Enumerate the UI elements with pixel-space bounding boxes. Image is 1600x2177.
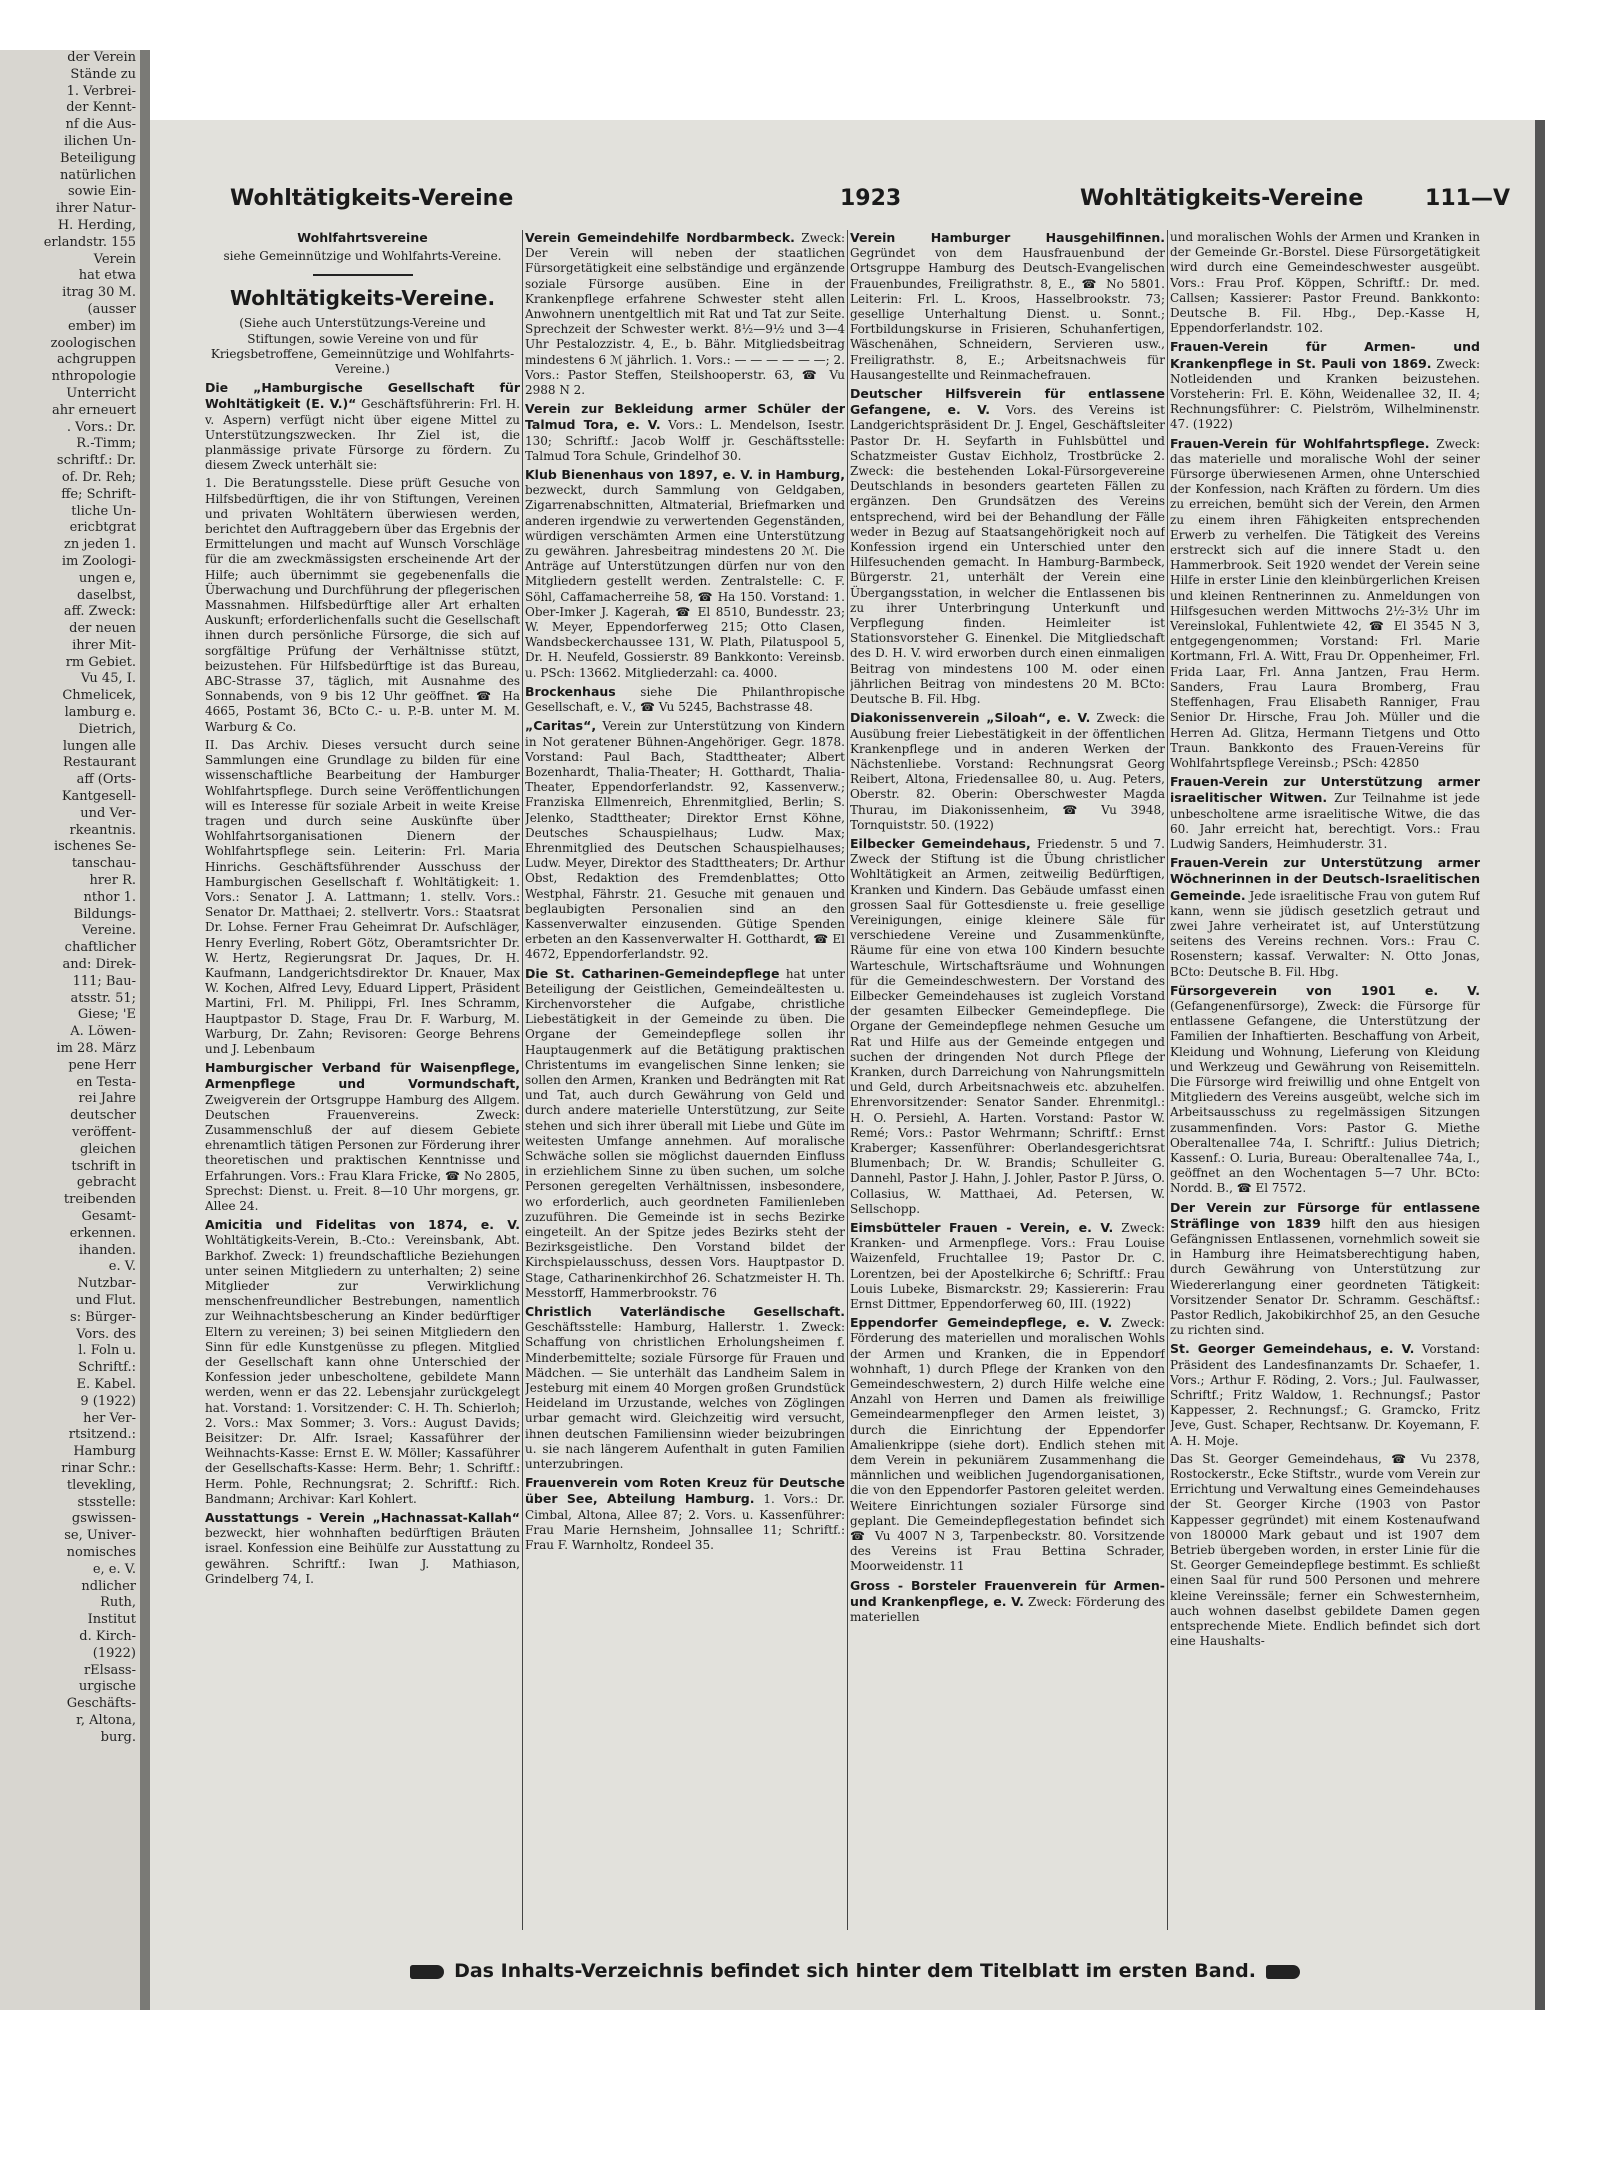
entry-heading: Gross - Borsteler Frauenverein für Armen- und Krankenpflege, e. V. [850,1577,1165,1609]
strip-line: nomisches [66,1544,136,1560]
strip-line: aff. Zweck: [63,604,136,620]
entry [850,710,1165,833]
entry [850,836,1165,1217]
entry-text: Vors.: L. Mendelson, Isestr. 130; Schriftf.: Jacob Wolff jr. Geschäftsstelle: Talmud Tora Schule, Grindelhof 30. [525,418,845,463]
strip-line: ndlicher [81,1578,136,1594]
entry [525,401,845,464]
strip-line: im 28. März [56,1041,136,1057]
strip-line: erkennen. [69,1225,136,1241]
page-number: 111—V [1425,186,1510,211]
entry-text: bezweckt, durch Sammlung von Geldgaben, Zigarrenabschnitten, Altmaterial, Briefmarken und anderen irgendwie zu verwertenden Gegenständen, würdigen verschämten Armen eine Unterstützung zu gewähren. Jahresbeitrag mindestens 20 ℳ. Die Anträge auf Unterstützungen dürfen nur von den Mitgliedern gestellt werden. Zentralstelle: C. F. Söhl, Caffamacherreihe 58, ☎ Ha 150. Vorstand: 1. Ober-Imker J. Kagerah, ☎ El 8510, Bundesstr. 23; W. Meyer, Eppendorferweg 215; Otto Clasen, Wandsbeckerchaussee 131, W. Plath, Pilatuspool 5, Dr. H. Neufeld, Gossierstr. 89 Bankkonto: Vereinsb. u. PSch: 13662. Mitgliederzahl: ca. 4000. [525,483,845,680]
entry-heading: Deutscher Hilfsverein für entlassene Gefangene, e. V. [850,386,1165,418]
entry [850,1578,1165,1626]
entry-text: Zweck: das materielle und moralische Wohl der seiner Fürsorge überwiesenen Armen, ohne Unterschied der Konfession, nach Kräften zu fördern. Um dies zu erreichen, bemüht sich der Verein, den Armen zu einem ihren Fähigkeiten entsprechenden Erwerb zu verhelfen. Die Tätigkeit des Vereins erstreckt sich auf die innere Stadt u. den Hammerbrook. Seit 1920 wendet der Verein seine Hilfe in erster Linie den kleinbürgerlichen Kreisen und kleinen Rentnerinnen zu. Anmeldungen von Hilfsgesuchen werden Mittwochs 2½-3½ Uhr im Vereinslokal, Fuhlentwiete 42, ☎ El 3545 N 3, entgegengenommen; Vorstand: Frl. Marie Kortmann, Frl. A. Witt, Frau Dr. Oppenheimer, Frl. Frida Laar, Frl. Anna Jantzen, Frau Herm. Sanders, Frau Laura Bromberg, Frau Steffenhagen, Frau Elisabeth Ranniger, Frau Senior Dr. Hirsche, Frau Joh. Müller und die Herren Ad. Glitza, Hermann Tietgens und Otto Traun. Bankkonto des Frauen-Vereins für Wohlfahrtspflege Vereinsb.; PSch: 42850 [1170,436,1480,770]
entry-heading: Frauen-Verein für Wohlfahrtspflege. [1170,435,1430,451]
strip-line: tlevekling, [66,1477,136,1493]
entry-heading: Verein Gemeindehilfe Nordbarmbeck. [525,230,795,245]
strip-line: rElsass- [83,1662,136,1678]
strip-line: lamburg e. [64,705,136,721]
entry-heading: Fürsorgeverein von 1901 e. V. [1170,982,1480,998]
strip-line: schriftf.: Dr. [56,453,136,469]
strip-line: nthropologie [51,369,136,385]
strip-line: r, Altona, [76,1712,136,1728]
entry-heading: Wohlfahrtsvereine [297,230,428,245]
entry-text: Wohltätigkeits-Verein, B.-Cto.: Vereinsbank, Abt. Barkhof. Zweck: 1) freundschaftliche Beziehungen unter seinen Mitgliedern zu unterhalten; 2) seine Mitglieder zur Verwirklichung menschenfreundlicher Bestrebungen, namentlich zur Weihnachtsbescherung an Kinder bedürftiger Eltern zu vereinen; 3) bei seinen Mitgliedern den Sinn für edle Kunstgenüsse zu pflegen. Mitglied der Gesellschaft kann ohne Unterschied der Konfession jeder unbescholtene, gebildete Mann werden, wenn er das 22. Lebensjahr zurückgelegt hat. Vorstand: 1. Vorsitzender: C. H. Th. Schierloh; 2. Vors.: Max Sommer; 3. Vors.: August Davids; Beisitzer: Dr. Alfr. Israel; Kassaführer der Weihnachts-Kasse: Ernst E. W. Möller; Kassaführer der Gesellschafts-Kasse: Herm. Behr; 1. Schriftf.: Herm. Pohle, Rechnungsrat; 2. Schriftf.: Rich. Bandmann; Archivar: Karl Kohlert. [205,1233,520,1506]
entry-text: Zweck: Kranken- und Armenpflege. Vors.: Frau Louise Waizenfeld, Fruchtallee 19; Pastor Dr. C. Lorentzen, bei der Apostelkirche 6; Schriftf.: Frau Louis Lubeke, Bismarckstr. 29; Kassiererin: Frau Ernst Dittmer, Eppendorferweg 60, III. (1922) [850,1221,1165,1312]
entry-text: bezweckt, hier wohnhaften bedürftigen Bräuten israel. Konfession eine Beihülfe zur Ausstattung zu gewähren. Schriftf.: Iwan J. Mathiason, Grindelberg 74, I. [205,1526,520,1586]
entry-heading: Ausstattungs - Verein „Hachnassat-Kallah“ [205,1510,520,1526]
strip-line: erlandstr. 155 [43,234,136,250]
entry-heading: Die „Hamburgische Gesellschaft für Wohltätigkeit (E. V.)“ [205,380,520,412]
strip-line: pene Herr [68,1057,136,1073]
strip-line: rtsitzend.: [68,1427,136,1443]
strip-line: H. Herding, [57,217,136,233]
strip-line: sowie Ein- [67,184,136,200]
strip-line: ungen e, [78,570,136,586]
entry-heading: St. Georger Gemeindehaus, e. V. [1170,1341,1415,1357]
entry-text: Zweck: Der Verein will neben der staatlichen Fürsorgetätigkeit eine selbständige und ergänzende soziale Fürsorge ausüben. Eine in der Krankenpflege erfahrene Schwester steht allen Anwohnern unentgeltlich mit Rat und Tat zur Seite. Sprechzeit der Schwester werkt. 8½—9½ und 3—4 Uhr Pestalozzistr. 4, E., b. Bähr. Mitgliedsbeitrag mindestens 6 ℳ jährlich. 1. Vors.: — — — — — —; 2. Vors.: Pastor Steffen, Steilshooperstr. 63, ☎ Vu 2988 N 2. [525,231,845,398]
strip-line: Restaurant [62,755,136,771]
entry-text: siehe Gemeinnützige und Wohlfahrts-Vereine. [223,249,502,264]
divider [313,274,413,276]
strip-line: Institut [87,1612,136,1628]
strip-line: ericbtgrat [69,520,136,536]
strip-line: Giese; 'E [77,1007,136,1023]
entry-text: Zweck: Notleidenden und Kranken beizustehen. Vorsteherin: Frl. E. Köhn, Weidenallee 32, II. 4; Rechnungsführer: C. Pielström, Wilhelminenstr. 47. (1922) [1170,356,1480,432]
strip-line: 9 (1922) [80,1393,136,1409]
strip-line: se, Univer- [64,1528,136,1544]
strip-line: tschrift in [71,1158,136,1174]
strip-line: der Kennt- [66,100,136,116]
entry [205,380,520,473]
strip-line: hrer R. [89,873,136,889]
entry-heading: Frauenverein vom Roten Kreuz für Deutsche über See, Abteilung Hamburg. [525,1475,845,1507]
entry [1170,983,1480,1197]
strip-line: 111; Bau- [72,973,136,989]
strip-line: Gesamt- [81,1208,136,1224]
entry-text: Vors. des Vereins ist Landgerichtspräsident Dr. J. Engel, Geschäftsleiter Pastor Dr. H. Seyfarth in Fuhlsbüttel und Schatzmeister Gustav Eichholz, Trostbrücke 2. Zweck: die bestehenden Lokal-Fürsorgevereine Deutschlands in besonders gearteten Fällen zu ergänzen. Den Grundsätzen des Vereins entsprechend, wird bei der Behandlung der Fälle weder in Bezug auf Staatsangehörigkeit noch auf Konfession irgend ein Unterschied unter den Hilfesuchenden gemacht. In Hamburg-Barmbeck, Bürgerstr. 21, unterhält der Verein eine Übergangsstation, in welcher die Entlassenen bis zu ihrer Unterbringung Unterkunft und Verpflegung finden. Heimleiter ist Stationsvorsteher G. Einenkel. Die Mitgliedschaft des D. H. V. wird erworben durch einen einmaligen Beitrag von mindestens 100 M. oder einen jährlichen Beitrag von mindestens 20 M. BCto: Deutsche B. Fil. Hbg. [850,403,1165,707]
entry-heading: Amicitia und Fidelitas von 1874, e. V. [205,1217,520,1233]
strip-line: gleichen [79,1141,136,1157]
section-title: Wohltätigkeits-Vereine. [229,286,496,311]
entry-text: Zweigverein der Ortsgruppe Hamburg des Allgem. Deutschen Frauenvereins. Zweck: Zusammenschluß der auf diesem Gebiete ehrenamtlich tätigen Personen zur Förderung ihrer theoretischen und praktischen Kenntnisse und Erfahrungen. Vors.: Frau Klara Fricke, ☎ No 2805, Sprechst: Dienst. u. Freit. 8—10 Uhr morgens, gr. Allee 24. [205,1092,520,1213]
entry-text: und moralischen Wohls der Armen und Kranken in der Gemeinde Gr.-Borstel. Diese Fürsorgetätigkeit wird durch eine Gemeindeschwester ausgeübt. Vors.: Frau Prof. Köppen, Schriftf.: Dr. med. Callsen; Kassierer: Pastor Freund. Bankkonto: Deutsche B. Fil. Hbg., Dep.-Kasse H, Eppendorferlandstr. 102. [1170,230,1480,336]
entry-text: Geschäftsführerin: Frl. H. v. Aspern) verfügt nicht über eigene Mittel zu Unterstützungszwecken. Ihr Ziel ist, die planmässige private Fürsorge zu fördern. Zu diesem Zweck unterhält sie: [205,397,520,473]
entry-heading: „Caritas“, [525,718,597,734]
strip-line: ischenes Se- [53,839,136,855]
entry [205,1217,520,1507]
strip-line: achgruppen [56,352,136,368]
entry-text: II. Das Archiv. Dieses versucht durch seine Sammlungen eine Grundlage zu bilden für eine wissenschaftliche Bearbeitung der Hamburger Wohlfahrtspflege. Durch seine Veröffentlichungen will es Interesse für soziale Arbeit in weite Kreise tragen und durch seine Auskünfte über Wohlfahrtsorganisationen Dienern der Wohlfahrtspflege sein. Leiterin: Frl. Maria Hinrichs. Geschäftsführender Ausschuss der Hamburgischen Gesellschaft f. Wohltätigkeit: 1. Vors.: Senator J. A. Lattmann; 1. stellv. Vors.: Senator Dr. Matthaei; 2. stellvertr. Vors.: Staatsrat Dr. Lohse. Ferner Frau Geheimrat Dr. Aufschläger, Henry Everling, Robert Götz, Oberamtsrichter Dr. W. Hertz, Regierungsrat Dr. Jaques, Dr. H. Kaufmann, Landgerichtsdirektor Dr. Knauer, Max W. Kochen, Alfred Levy, Eduard Lippert, Präsident Martini, Frl. M. Philippi, Frl. Ines Schramm, Hauptpastor D. Stage, Frau Dr. F. Warburg, M. Warburg, Dr. Zahn; Revisoren: George Behrens und J. Lebenbaum [205,737,520,1056]
entry-text: Friedenstr. 5 und 7. Zweck der Stiftung ist die Übung christlicher Wohltätigkeit an Armen, zeitweilig Bedürftigen, Kranken und Kindern. Das Gebäude umfasst einen grossen Saal für Gottesdienste u. freie gesellige Vereinigungen, einige kleinere Säle für verschiedene Vereine und Zusammenkünfte, Räume für eine von etwa 100 Kindern besuchte Warteschule, Wirtschaftsräume und Wohnungen für die Gemeindeschwestern. Der Vorstand des Eilbecker Gemeindehauses ist zugleich Vorstand der gesamten Eilbecker Gemeindepflege. Die Organe der Gemeindepflege nehmen Gesuche um Rat und Hilfe aus der Gemeinde entgegen und suchen der dringenden Not durch Pflege der Kranken, durch Darreichung von Nahrungsmitteln und Geld, durch Arbeitsnachweis etc. abzuhelfen. Ehrenvorsitzender: Senator Sander. Ehrenmitgl.: H. O. Persiehl, A. Harten. Vorstand: Pastor W. Remé; Vors.: Pastor Wehrmann; Schriftf.: Ernst Kraberger; Kassenführer: Oberlandesgerichtsrat Blumenbach; Dr. W. Brandis; Schulleiter G. Dannehl, Pastor J. Hahn, J. Johler, Pastor P. Jürss, O. Collasius, W. Matthaei, Ad. Petersen, W. Sellschopp. [850,836,1165,1216]
entry [1170,774,1480,852]
strip-line: Hamburg [73,1444,136,1460]
entry [205,1510,520,1587]
entry-heading: Eppendorfer Gemeindepflege, e. V. [850,1315,1113,1331]
strip-line: zn jeden 1. [63,537,136,553]
strip-line: ffe; Schrift- [61,486,136,502]
strip-line: Beteiligung [59,150,136,166]
entry [1170,1200,1480,1339]
running-head [190,180,1510,220]
strip-line: urgische [78,1679,136,1695]
strip-line: d. Kirch- [79,1628,136,1644]
entry [850,230,1165,383]
column-rule [847,230,848,1930]
entry-text: Zur Teilnahme ist jede unbescholtene arme israelitische Witwe, die das 60. Jahr erreicht hat, berechtigt. Vors.: Frau Ludwig Sanders, Heimhuderstr. 31. [1170,791,1480,851]
strip-line: her Ver- [83,1410,136,1426]
entry [525,1304,845,1472]
strip-line: rm Gebiet. [65,654,136,670]
strip-line: der neuen [69,621,136,637]
strip-line: im Zoologi- [61,553,136,569]
strip-line: nf die Aus- [65,117,136,133]
strip-line: l. Foln u. [78,1343,136,1359]
strip-line: rinar Schr.: [61,1460,136,1476]
strip-line: burg. [100,1729,136,1745]
strip-line: natürlichen [60,167,136,183]
entry-text: siehe Die Philanthropische Gesellschaft, e. V., ☎ Vu 5245, Bachstrasse 48. [525,684,845,715]
strip-line: Stände zu [70,66,136,82]
strip-line: ihanden. [78,1242,136,1258]
strip-line: ilichen Un- [63,133,136,149]
entry-heading: Frauen-Verein zur Unterstützung armer Wöchnerinnen in der Deutsch-Israelitischen Gemeinde. [1170,855,1480,903]
entry-heading: Frauen-Verein zur Unterstützung armer israelitischer Witwen. [1170,774,1480,806]
entry-heading: Die St. Catharinen-Gemeindepflege [525,965,780,981]
strip-line: Vu 45, I. [80,671,136,687]
entry-text: Geschäftsstelle: Hamburg, Hallerstr. 1. Zweck: Schaffung von christlichen Erholungsheimen f. Minderbemittelte; soziale Fürsorge für Frauen und Mädchen. — Sie unterhält das Landheim Salem in Jesteburg mit einem 40 Morgen großen Grundstück Heideland im Urzustande, welches von Zöglingen urbar gemacht wird. Gleichzeitig wird versucht, ihnen deutschen Familiensinn wieder beizubringen u. sie nach längerem Aufenthalt in guten Familien unterzubringen. [525,1320,845,1472]
strip-line: ihrer Mit- [72,637,136,653]
entry-heading: Der Verein zur Fürsorge für entlassene Sträflinge von 1839 [1170,1199,1480,1231]
strip-line: (1922) [92,1645,136,1661]
entry-heading: Eimsbütteler Frauen - Verein, e. V. [850,1220,1114,1235]
strip-line: Geschäfts- [66,1696,136,1712]
entry-text: (Gefangenenfürsorge), Zweck: die Fürsorge für entlassene Gefangene, die Unterstützung der Familien der Inhaftierten. Beschaffung von Arbeit, Kleidung und Wohnung, Lieferung von Kleidung und Werkzeug und Gewährung von Reisemitteln. Die Fürsorge wird freiwillig und ohne Entgelt von Mitgliedern des Vereins ausgeübt, welche sich im Arbeitsausschuss zu regelmässigen Sitzungen zusammenfinden. Vors: Pastor G. Miethe Oberaltenallee 74a, I. Schriftf.: Julius Dietrich; Kassenf.: O. Luria, Bureau: Oberaltenallee 74a, I., geöffnet an den Wochentagen 5—7 Uhr. BCto: Nordd. B., ☎ El 7572. [1170,998,1480,1196]
column-rule [522,230,523,1930]
entry-text: 1. Vors.: Dr. Cimbal, Altona, Allee 87; 2. Vors. u. Kassenführer: Frau Marie Hernsheim, Johnsallee 11; Schriftf.: Frau F. Warnholtz, Rondeel 35. [525,1492,845,1553]
strip-line: treibenden [63,1192,136,1208]
strip-line: rkeantnis. [69,822,136,838]
entry-heading: Diakonissenverein „Siloah“, e. V. [850,710,1091,726]
column-4 [1170,230,1480,1930]
strip-line: Nutzbar- [77,1276,136,1292]
strip-line: veröffent- [72,1125,136,1140]
entry [850,1220,1165,1312]
strip-line: rei Jahre [78,1091,136,1107]
section-note: (Siehe auch Unterstützungs-Vereine und Stiftungen, sowie Vereine von und für Kriegsbetroffene, Gemeinnützige und Wohlfahrts-Vereine.) [210,316,515,377]
strip-line: lungen alle [62,738,136,754]
strip-line: hat etwa [78,268,136,284]
column-1 [205,230,520,1930]
strip-line: nthor 1. [83,889,136,905]
entry-heading: Frauen-Verein für Armen- und Krankenpflege in St. Pauli von 1869. [1170,339,1480,371]
running-head-left: Wohltätigkeits-Vereine [230,186,514,211]
strip-line: Vors. des [76,1326,136,1342]
strip-line: . Vors.: Dr. [66,419,136,435]
strip-line: and: Direk- [62,957,136,973]
strip-line: Chmelicek, [62,688,136,704]
entry [525,230,845,398]
entry [850,1315,1165,1574]
entry [525,684,845,715]
strip-line: atsstr. 51; [70,990,136,1006]
strip-line: und Ver- [80,805,136,821]
strip-line: E. Kabel. [76,1376,136,1392]
strip-line: s: Bürger- [70,1309,136,1325]
strip-line: deutscher [70,1108,136,1124]
entry-text: Zweck: die Ausübung freier Liebestätigkeit in der öffentlichen Krankenpflege und in anderen Werken der Nächstenliebe. Vorstand: Rechnungsrat Georg Reibert, Altona, Friedensallee 80, u. Aug. Peters, Oberstr. 82. Oberin: Oberschwester Magda Thurau, im Diakonissenheim, ☎ Vu 3948, Tornquiststr. 50. (1922) [850,711,1165,832]
entry-text: 1. Die Beratungsstelle. Diese prüft Gesuche von Hilfsbedürftigen, die ihr von Stiftungen, Vereinen und privaten Wohltätern überwiesen werden, berichtet den Auftraggebern über das Ergebnis der Ermittelungen und macht auf Wunsch Vorschläge für die am zweckmässigsten erscheinende Art der Hilfe; auch übernimmt sie gegebenenfalls die Überwachung und Durchführung der pflegerischen Massnahmen. Hilfsbedürftige aller Art erhalten Auskunft; erforderlichenfalls sucht die Gesellschaft ihnen durch persönliche Fürsorge, die sich auf sorgfältige Prüfung der Verhältnisse stützt, beizustehen. Für Hilfsbedürftige ist das Bureau, ABC-Strasse 37, täglich, mit Ausnahme des Sonnabends, von 9 bis 12 Uhr geöffnet. ☎ Ha 4665, Postamt 36, BCto C.- u. P.-B. unter M. M. Warburg & Co. [205,476,520,734]
entry-text: hat unter Beteiligung der Geistlichen, Gemeindeältesten u. Kirchenvorsteher die Aufgabe, christliche Liebestätigkeit in der Gemeinde zu üben. Die Organe der Gemeindepflege sollen ihr Hauptaugenmerk auf die Betätigung praktischen Christentums im evangelischen Sinne lenken; sie sollen den Armen, Kranken und Bedrängten mit Rat und Tat, auch durch Gewährung von Geld und durch andere materielle Unterstützung, zur Seite stehen und sich ihrer überall mit Liebe und Güte im weitesten Umfange annehmen. Auf moralische Schwäche sollen sie möglichst dauernden Einfluss in erziehlichem Sinne zu üben suchen, um solche Personen geregelten Verhältnissen, insbesondere, wo erforderlich, auch geordneten Familienleben zuzuführen. Die Gemeinde ist in sechs Bezirke eingeteilt. An der Spitze jedes Bezirks steht der Bezirksgeistliche. Den Vorstand bildet der Kirchspielausschuss, dessen Vors. Hauptpastor D. Stage, Catharinenkirchhof 26. Schatzmeister H. Th. Messtorff, Hammerbrookstr. 76 [525,966,845,1300]
strip-line: of. Dr. Reh; [61,469,136,485]
strip-line: stsstelle: [77,1494,136,1510]
running-head-right: Wohltätigkeits-Vereine [1080,186,1364,211]
strip-line: ahr erneuert [52,402,136,418]
strip-line: e, e. V. [92,1561,136,1577]
strip-line: tliche Un- [71,503,136,519]
entry-heading: Verein Hamburger Hausgehilfinnen. [850,230,1165,245]
previous-page-strip [0,50,150,2010]
entry-text: Vorstand: Präsident des Landesfinanzamts Dr. Schaefer, 1. Vors.; Arthur F. Röding, 2. Vors.; Jul. Faulwasser, Schriftf.; Fritz Waldow, 1. Rechnungsf.; Pastor Kappesser, 2. Rechnungsf.; G. Gramcko, Fritz Jeve, Gust. Schaper, Rechtsanw. Dr. Koyemann, F. A. H. Moje. [1170,1342,1480,1448]
strip-line: Kantgesell- [61,789,136,805]
entry-text: Jede israelitische Frau von gutem Ruf kann, wenn sie jüdisch gesetzlich getraut und zwei Jahre verheiratet ist, auf Unterstützung seitens des Vereins rechnen. Vors.: Frau C. Rosenstern; kassaf. Verwalter: N. Otto Jonas, BCto: Deutsche B. Fil. Hbg. [1170,888,1480,979]
entry-text: Gegründet von dem Hausfrauenbund der Ortsgruppe Hamburg des Deutsch-Evangelischen Frauenbundes, Freiligrathstr. 8, E., ☎ No 5801. Leiterin: Frl. L. Kroos, Hasselbrookstr. 73; gesellige Unterhaltung Dienst. u. Sonnt.; Fortbildungskurse in Frisieren, Schuhanfertigen, Wäschenähen, Schneidern, Servieren usw., Freiligrathstr. 8, E.; Arbeitsnachweis für Hausangestellte und Reinmachefrauen. [850,246,1165,382]
strip-line: 1. Verbrei- [66,83,136,99]
entry [525,718,845,962]
strip-line: ember) im [68,318,136,334]
strip-line: A. Löwen- [70,1024,136,1040]
entry [525,467,845,681]
strip-line: chaftlicher [64,940,136,956]
entry-text: Verein zur Unterstützung von Kindern in Not geratener Bühnen-Angehöriger. Gegr. 1878. Vorstand: Paul Bach, Stadttheater; Albert Bozenhardt, Thalia-Theater; H. Gotthardt, Thalia-Theater, Eppendorferlandstr. 92, Kassenverw.; Franziska Ellmenreich, Ehrenmitglied, Berlin; S. Jelenko, Stadttheater; Direktor Ernst Köhne, Deutsches Schauspielhaus; Ludw. Max; Ehrenmitglied des Deutschen Schauspielhauses; Ludw. Meyer, Direktor des Stadttheaters; Dr. Arthur Obst, Redaktion des Fremdenblattes; Otto Westphal, Fährstr. 21. Gesuche mit genauen und beglaubigten Personalien sind an den Kassenverwalter einzusenden. Gütige Spenden erbeten an den Kassenverwalter H. Gotthardt, ☎ El 4672, Eppendorferlandstr. 92. [525,719,845,962]
strip-line: e. V. [108,1259,136,1275]
entry [1170,1341,1480,1448]
strip-line: ihrer Natur- [55,201,136,217]
pointing-hand-icon [1266,1965,1300,1979]
strip-line: Bildungs- [73,906,136,922]
entry [525,966,845,1301]
entry-heading: Eilbecker Gemeindehaus, [850,835,1031,851]
strip-line: und Flut. [75,1292,136,1308]
footer-note-text: Das Inhalts-Verzeichnis befindet sich hinter dem Titelblatt im ersten Band. [454,1960,1256,1982]
strip-line: (ausser [87,301,136,317]
entry-text: Das St. Georger Gemeindehaus, ☎ Vu 2378, Rostockerstr., Ecke Stiftstr., wurde vom Verein zur Errichtung und Verwaltung eines Gemeindehauses der St. Georger Kirche (1903 von Pastor Kappesser gegründet) mit einem Kostenaufwand von 180000 Mark gebaut und ist 1907 dem Betrieb übergeben worden, in erster Linie für die St. Georger Gemeindepflege bestimmt. Es schließt einen Saal für rund 500 Personen und mehrere kleine Vereinssäle; ferner ein Schwesternheim, auch wohnen daselbst gebildete Damen gegen entsprechende Miete. Endlich befindet sich dort eine Haushalts- [1170,1451,1480,1649]
entry [205,1060,520,1214]
strip-line: Vereine. [81,923,136,939]
strip-line: Schriftf.: [78,1360,136,1376]
page [150,120,1545,2010]
entry-heading: Verein zur Bekleidung armer Schüler der Talmud Tora, e. V. [525,401,845,433]
pointing-hand-icon [410,1965,444,1979]
running-head-year: 1923 [840,186,902,211]
strip-line: Unterricht [66,385,136,401]
entry-heading: Christlich Vaterländische Gesellschaft. [525,1304,845,1320]
entry-heading: Klub Bienenhaus von 1897, e. V. in Hamburg, [525,467,845,483]
entry-heading: Hamburgischer Verband für Waisenpflege, Armenpflege und Vormundschaft, [205,1060,520,1092]
strip-line: Ruth, [100,1595,136,1611]
strip-line: Verein [93,251,136,267]
entry [1170,339,1480,432]
strip-line: daselbst, [77,587,136,603]
entry-text: Zweck: Förderung des materiellen und moralischen Wohls der Armen und Kranken, die in Eppendorf wohnhaft, 1) durch Pflege der Kranken von den Gemeindeschwestern, 2) durch Hilfe welche eine Anzahl von Herren und Damen als freiwillige Gemeindearmenpfleger den Armen leistet, 3) durch die Einrichtung der Eppendorfer Amalienkrippe (siehe dort). Endlich stehen mit dem Verein in pekuniärem Zusammenhang die männlichen und weiblichen Jugendorganisationen, die von den Eppendorfer Pastoren geleitet werden. Weitere Einrichtungen sozialer Fürsorge sind geplant. Die Gemeindepflegestation befindet sich ☎ Vu 4007 N 3, Tarpenbeckstr. 80. Vorsitzende des Vereins ist Frau Bettina Schrader, Moorweidenstr. 11 [850,1316,1165,1574]
strip-line: tanschau- [71,856,136,872]
strip-line: R.-Timm; [76,436,136,452]
entry-text: hilft den aus hiesigen Gefängnissen Entlassenen, vornehmlich soweit sie in Hamburg ihre Heimatsberechtigung haben, durch Gewährung von Unterstützung zur Wiedererlangung einer geordneten Tätigkeit: Vorsitzender Senator Dr. Schramm. Geschäftsf.: Pastor Redlich, Jakobikirchhof 25, an den Gesuche zu richten sind. [1170,1216,1480,1338]
strip-line: der Verein [67,50,136,65]
strip-line: aff (Orts- [76,772,136,788]
column-2 [525,230,845,1930]
strip-line: zoologischen [50,335,136,351]
entry [525,1475,845,1553]
entry-text: Zweck: Förderung des materiellen [850,1594,1165,1625]
entry [1170,855,1480,980]
strip-line: Dietrich, [78,721,136,737]
strip-line: gebracht [76,1175,136,1191]
entry [1170,436,1480,771]
strip-line: gswissen- [71,1511,136,1527]
entry-heading: Brockenhaus [525,683,616,699]
strip-line: en Testa- [76,1074,136,1090]
footer-note [330,1960,1380,1982]
strip-line: itrag 30 M. [62,285,136,301]
entry [850,386,1165,707]
column-rule [1167,230,1168,1930]
column-3 [850,230,1165,1930]
